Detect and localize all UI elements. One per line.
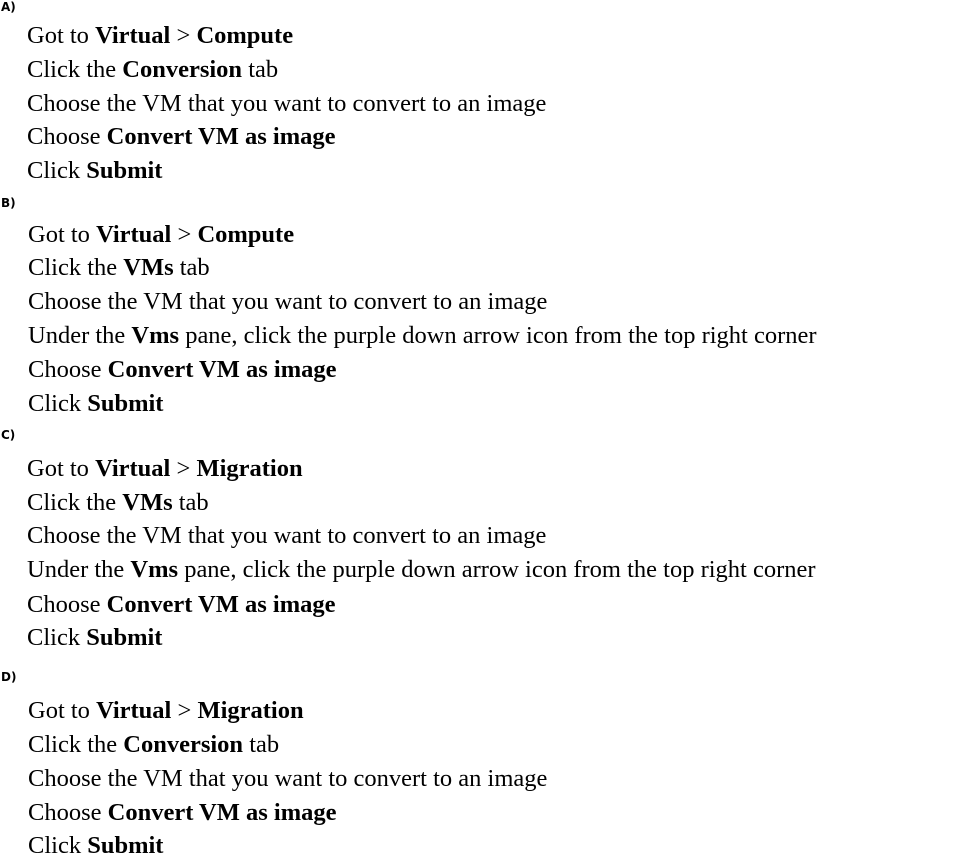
bold-term: Compute xyxy=(196,22,294,49)
option-d-step xyxy=(28,831,163,861)
bold-term: Conversion xyxy=(122,56,243,83)
step-text: Choose the VM that you want to convert to an image xyxy=(27,90,547,117)
step-text: Choose xyxy=(28,799,108,826)
step-text: Click the xyxy=(28,254,124,281)
step-text: tab xyxy=(172,489,209,516)
step-text: Got to xyxy=(27,455,96,482)
bold-term: Convert VM as image xyxy=(107,799,337,826)
step-text: Under the xyxy=(28,322,132,349)
step-text: Got to xyxy=(27,22,96,49)
step-text: > xyxy=(170,455,197,482)
option-c-step xyxy=(27,590,335,620)
step-text: Choose xyxy=(27,123,107,150)
option-c-step xyxy=(27,555,816,585)
step-text: Choose xyxy=(28,356,108,383)
bold-term: Convert VM as image xyxy=(107,356,337,383)
bold-term: Virtual xyxy=(95,455,171,482)
option-label-b: B) xyxy=(1,196,16,210)
step-text: tab xyxy=(173,254,210,281)
step-text: Got to xyxy=(28,697,97,724)
bold-term: Migration xyxy=(196,455,303,482)
option-c-step xyxy=(27,454,303,484)
bold-term: Compute xyxy=(197,221,295,248)
option-b-step xyxy=(28,321,817,351)
step-text: Click xyxy=(28,390,88,417)
option-label-a: A) xyxy=(1,0,16,14)
step-text: Choose xyxy=(27,591,107,618)
option-b-step xyxy=(28,355,336,385)
bold-term: VMs xyxy=(123,254,174,281)
bold-term: Convert VM as image xyxy=(106,123,336,150)
option-a-step xyxy=(27,122,335,152)
step-text: Click xyxy=(28,832,88,859)
step-text: tab xyxy=(242,56,279,83)
step-text: Under the xyxy=(27,556,131,583)
bold-term: Virtual xyxy=(95,22,171,49)
option-a-step xyxy=(27,21,293,51)
bold-term: Submit xyxy=(87,390,164,417)
bold-term: Submit xyxy=(87,832,164,859)
bold-term: Migration xyxy=(197,697,304,724)
option-b-step xyxy=(28,220,294,250)
step-text: Click the xyxy=(28,731,124,758)
step-text: > xyxy=(170,22,197,49)
step-text: Got to xyxy=(28,221,97,248)
option-b-step xyxy=(28,287,547,317)
step-text: Click the xyxy=(27,56,123,83)
option-c-step xyxy=(27,623,162,653)
option-a-step xyxy=(27,89,546,119)
option-b-step xyxy=(28,253,210,283)
option-a-step xyxy=(27,55,278,85)
step-text: Click xyxy=(27,624,87,651)
step-text: > xyxy=(171,697,198,724)
bold-term: Virtual xyxy=(96,221,172,248)
option-c-step xyxy=(27,521,546,551)
bold-term: Submit xyxy=(86,624,163,651)
bold-term: Convert VM as image xyxy=(106,591,336,618)
bold-term: Submit xyxy=(86,157,163,184)
bold-term: VMs xyxy=(122,489,173,516)
step-text: pane, click the purple down arrow icon from the top right corner xyxy=(178,556,816,583)
step-text: pane, click the purple down arrow icon from the top right corner xyxy=(179,322,817,349)
option-label-d: D) xyxy=(1,670,17,684)
step-text: Click the xyxy=(27,489,123,516)
step-text: Choose the VM that you want to convert to an image xyxy=(28,288,548,315)
option-d-step xyxy=(28,764,547,794)
step-text: > xyxy=(171,221,198,248)
step-text: Choose the VM that you want to convert to an image xyxy=(28,765,548,792)
bold-term: Vms xyxy=(131,322,180,349)
option-a-step xyxy=(27,156,162,186)
bold-term: Virtual xyxy=(96,697,172,724)
option-d-step xyxy=(28,798,336,828)
step-text: tab xyxy=(243,731,280,758)
option-b-step xyxy=(28,389,163,419)
step-text: Click xyxy=(27,157,87,184)
option-c-step xyxy=(27,488,209,518)
bold-term: Conversion xyxy=(123,731,244,758)
option-label-c: C) xyxy=(1,428,16,442)
option-d-step xyxy=(28,730,279,760)
bold-term: Vms xyxy=(130,556,179,583)
step-text: Choose the VM that you want to convert to an image xyxy=(27,522,547,549)
option-d-step xyxy=(28,696,304,726)
